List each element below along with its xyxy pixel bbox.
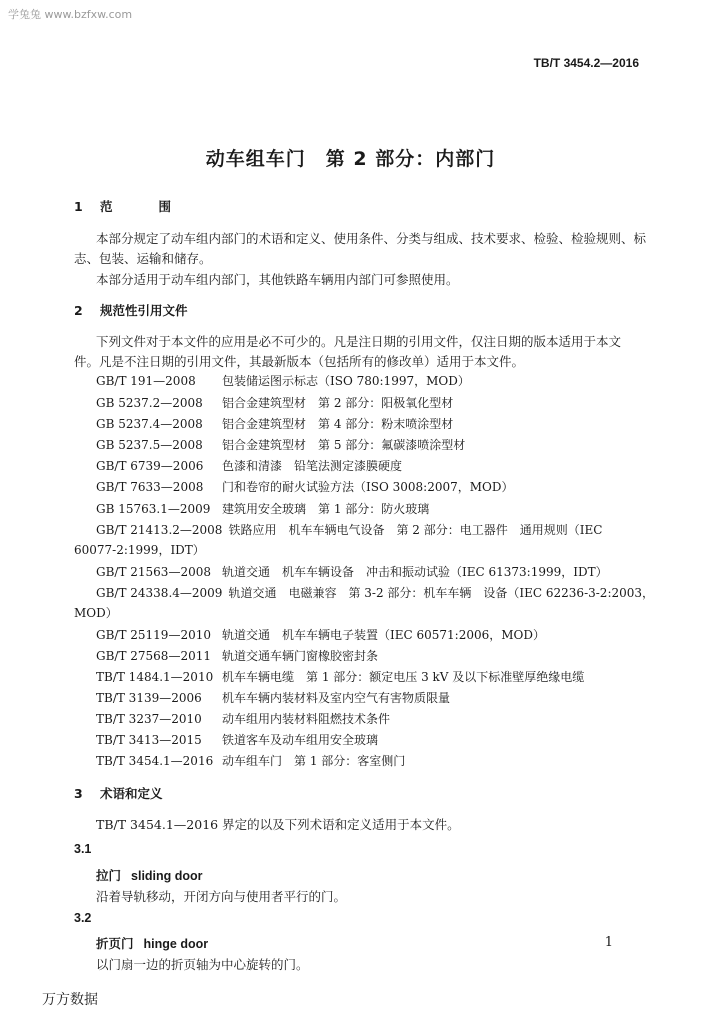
term-english: sliding door (131, 869, 203, 883)
reference-title: 轨道交通 电磁兼容 第 3-2 部分：机车车辆 设备（IEC 62236-3-2:2003， (228, 586, 655, 600)
reference-item (96, 752, 405, 769)
reference-code: GB/T 24338.4—2009 (96, 586, 223, 600)
reference-continuation: MOD） (74, 606, 118, 620)
reference-item (96, 626, 545, 643)
term-chinese: 拉门 (96, 868, 122, 883)
reference-title: 轨道交通车辆门窗橡胶密封条 (222, 649, 379, 663)
term-heading (96, 865, 203, 884)
reference-code: GB/T 191—2008 (96, 374, 196, 388)
reference-title: 轨道交通 机车车辆设备 冲击和振动试验（IEC 61373:1999，IDT） (222, 565, 608, 579)
reference-code: GB/T 7633—2008 (96, 480, 204, 494)
reference-code: TB/T 1484.1—2010 (96, 670, 214, 684)
term-definition: 沿着导轨移动，开闭方向与使用者平行的门。 (96, 889, 347, 904)
reference-code: GB/T 21413.2—2008 (96, 523, 223, 537)
term-number: 3.1 (74, 842, 92, 856)
reference-item (96, 372, 470, 389)
reference-item (96, 521, 602, 538)
paragraph-line: TB/T 3454.1—2016 界定的以及下列术语和定义适用于本文件。 (96, 817, 460, 832)
page-number: 1 (604, 935, 613, 950)
reference-title: 铁路应用 机车车辆电气设备 第 2 部分：电工器件 通用规则（IEC (228, 523, 603, 537)
section-title: 规范性引用文件 (100, 303, 188, 318)
reference-code: GB 5237.5—2008 (96, 438, 203, 452)
paragraph-line: 志、包装、运输和储存。 (74, 251, 212, 266)
term-english: hinge door (143, 937, 209, 951)
section-2-heading (74, 301, 188, 319)
term-chinese: 折页门 (96, 936, 134, 951)
reference-title: 色漆和清漆 铅笔法测定漆膜硬度 (222, 459, 403, 473)
reference-item (96, 500, 429, 517)
reference-title: 铝合金建筑型材 第 2 部分：阳极氧化型材 (222, 396, 454, 410)
section-3-heading (74, 784, 163, 802)
reference-title: 铝合金建筑型材 第 4 部分：粉末喷涂型材 (222, 417, 454, 431)
reference-title: 铁道客车及动车组用安全玻璃 (222, 733, 379, 747)
reference-item (96, 415, 453, 432)
watermark: 学兔兔 www.bzfxw.com (8, 8, 133, 21)
reference-code: GB 5237.4—2008 (96, 417, 203, 431)
reference-item (96, 647, 378, 664)
reference-item (96, 436, 465, 453)
section-number: 2 (74, 303, 83, 318)
reference-code: TB/T 3413—2015 (96, 733, 202, 747)
reference-item (96, 731, 378, 748)
paragraph-line: 本部分规定了动车组内部门的术语和定义、使用条件、分类与组成、技术要求、检验、检验规则、标 (96, 231, 647, 246)
reference-item (96, 710, 390, 727)
reference-title: 建筑用安全玻璃 第 1 部分：防火玻璃 (222, 502, 430, 516)
section-number: 3 (74, 786, 83, 801)
reference-code: GB 5237.2—2008 (96, 396, 203, 410)
reference-code: GB/T 6739—2006 (96, 459, 204, 473)
reference-item (96, 563, 608, 580)
section-title: 范 围 (100, 199, 179, 214)
reference-code: GB/T 21563—2008 (96, 565, 211, 579)
section-title: 术语和定义 (100, 786, 163, 801)
reference-item (96, 584, 654, 601)
footer-source: 万方数据 (42, 992, 98, 1008)
page-title: 动车组车门 第 2 部分：内部门 (205, 148, 496, 170)
term-number: 3.2 (74, 911, 92, 925)
reference-item (96, 689, 450, 706)
reference-item (96, 478, 513, 495)
reference-item (96, 668, 584, 685)
reference-code: GB/T 27568—2011 (96, 649, 211, 663)
term-definition: 以门扇一边的折页轴为中心旋转的门。 (96, 957, 309, 972)
reference-title: 机车车辆内装材料及室内空气有害物质限量 (222, 691, 451, 705)
reference-title: 门和卷帘的耐火试验方法（ISO 3008:2007，MOD） (222, 480, 514, 494)
reference-code: GB/T 25119—2010 (96, 628, 211, 642)
reference-title: 动车组车门 第 1 部分：客室侧门 (222, 754, 406, 768)
section-1-heading (74, 197, 178, 215)
reference-item (96, 457, 402, 474)
reference-code: GB 15763.1—2009 (96, 502, 211, 516)
paragraph-line: 本部分适用于动车组内部门，其他铁路车辆用内部门可参照使用。 (96, 272, 459, 287)
reference-code: TB/T 3139—2006 (96, 691, 202, 705)
section-number: 1 (74, 199, 83, 214)
paragraph-line: 下列文件对于本文件的应用是必不可少的。凡是注日期的引用文件，仅注日期的版本适用于本文 (96, 334, 622, 349)
reference-title: 轨道交通 机车车辆电子装置（IEC 60571:2006，MOD） (222, 628, 545, 642)
reference-title: 包装储运图示标志（ISO 780:1997，MOD） (222, 374, 470, 388)
reference-code: TB/T 3237—2010 (96, 712, 202, 726)
document-number: TB/T 3454.2—2016 (533, 56, 639, 70)
reference-item (96, 394, 453, 411)
reference-title: 动车组用内装材料阻燃技术条件 (222, 712, 391, 726)
reference-continuation: 60077-2:1999，IDT） (74, 543, 205, 557)
term-heading (96, 933, 208, 952)
reference-title: 铝合金建筑型材 第 5 部分：氟碳漆喷涂型材 (222, 438, 466, 452)
paragraph-line: 件。凡是不注日期的引用文件，其最新版本（包括所有的修改单）适用于本文件。 (74, 354, 525, 369)
reference-title: 机车车辆电缆 第 1 部分：额定电压 3 kV 及以下标准壁厚绝缘电缆 (222, 670, 585, 684)
reference-code: TB/T 3454.1—2016 (96, 754, 214, 768)
